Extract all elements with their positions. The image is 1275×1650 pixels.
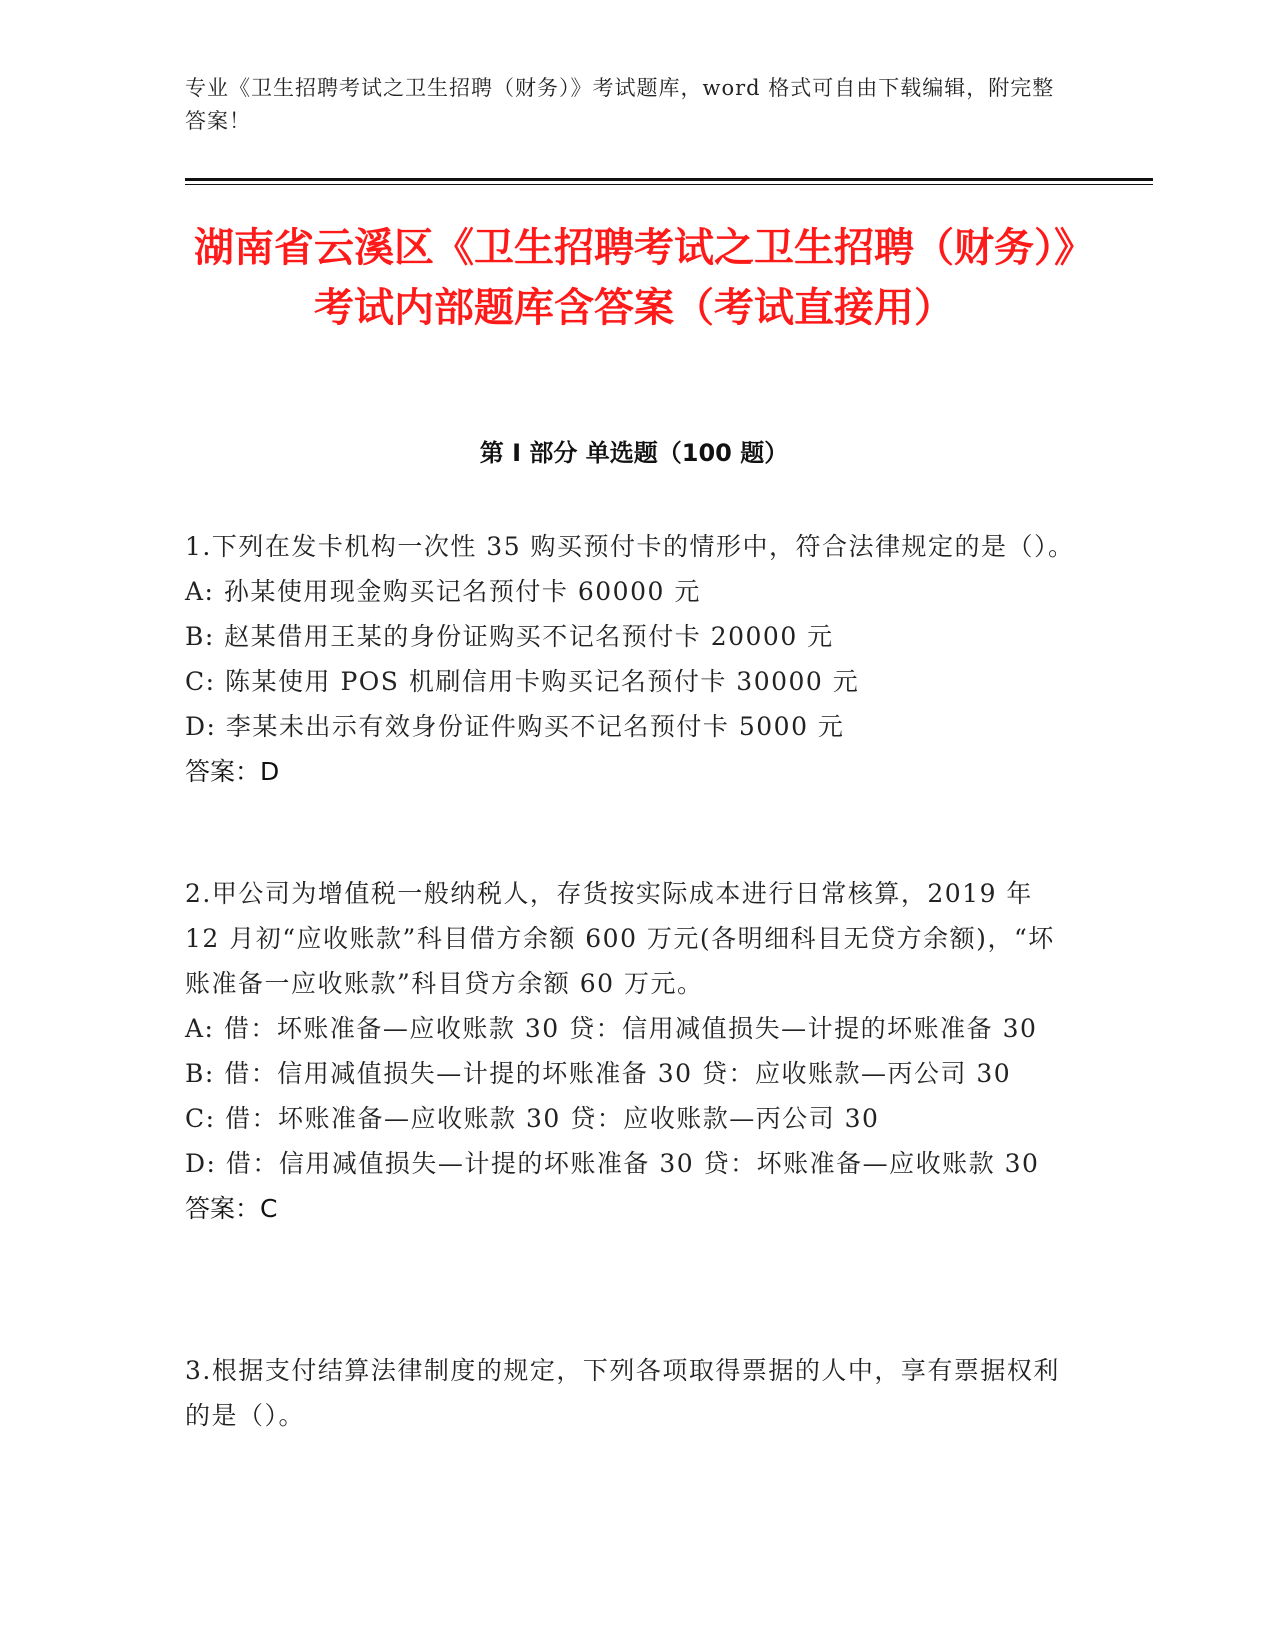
document-title: 湖南省云溪区《卫生招聘考试之卫生招聘（财务）》考试内部题库含答案（考试直接用） [194,225,1074,331]
option-a: A: 借：坏账准备—应收账款 30 贷：信用减值损失—计提的坏账准备 30 [185,1014,1038,1043]
answer-value: C [260,1194,278,1223]
question-2 [185,871,1075,1231]
option-d: D: 借：信用减值损失—计提的坏账准备 30 贷：坏账准备—应收账款 30 [185,1149,1040,1178]
question-stem: 1.下列在发卡机构一次性 35 购买预付卡的情形中，符合法律规定的是（）。 [185,532,1075,561]
answer-line [185,1186,1075,1231]
answer-label: 答案： [185,757,261,786]
option-b: B: 赵某借用王某的身份证购买不记名预付卡 20000 元 [185,622,834,651]
answer-line [185,749,1075,794]
header-divider-thin [185,184,1153,185]
question-stem: 2.甲公司为增值税一般纳税人，存货按实际成本进行日常核算，2019 年 12 月初“应收账款”科目借方余额 600 万元(各明细科目无贷方余额)，“坏账准备一应收账款”科目贷方余额 60 万元。 [185,879,1055,998]
option-d: D: 李某未出示有效身份证件购买不记名预付卡 5000 元 [185,712,845,741]
option-c: C: 借：坏账准备—应收账款 30 贷：应收账款—丙公司 30 [185,1104,880,1133]
section-heading: 第 I 部分 单选题（100 题） [479,439,789,467]
question-1 [185,524,1075,794]
question-stem: 3.根据支付结算法律制度的规定，下列各项取得票据的人中，享有票据权利的是（）。 [185,1356,1060,1430]
header-note: 专业《卫生招聘考试之卫生招聘（财务）》考试题库，word 格式可自由下载编辑，附完整答案！ [185,76,1055,133]
option-b: B: 借：信用减值损失—计提的坏账准备 30 贷：应收账款—丙公司 30 [185,1059,1012,1088]
option-a: A: 孙某使用现金购买记名预付卡 60000 元 [185,577,701,606]
answer-label: 答案： [185,1194,261,1223]
question-3 [185,1348,1075,1438]
answer-value: D [260,757,280,786]
option-c: C: 陈某使用 POS 机刷信用卡购买记名预付卡 30000 元 [185,667,860,696]
header-divider-thick [185,178,1153,181]
